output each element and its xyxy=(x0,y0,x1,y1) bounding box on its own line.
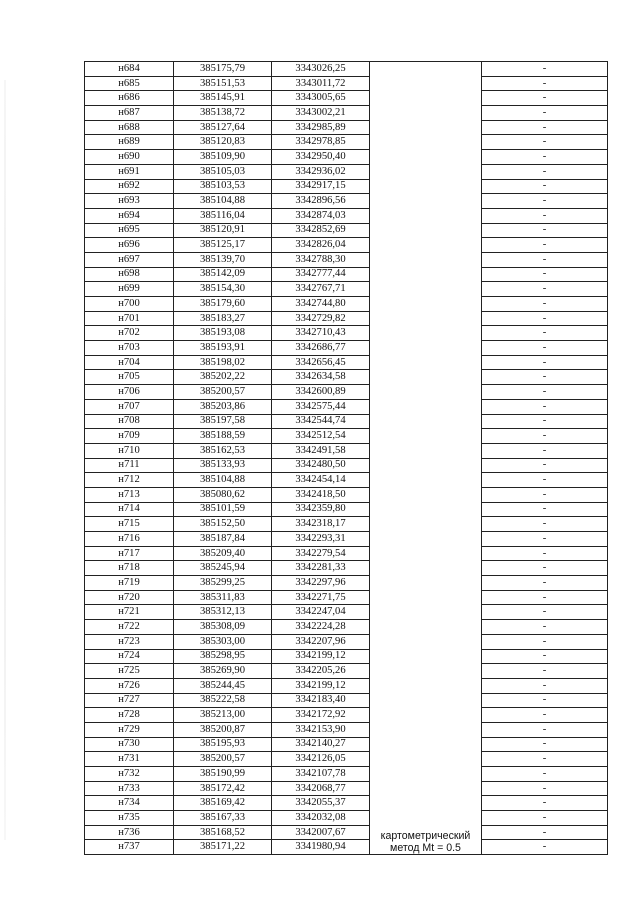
table-row xyxy=(85,708,608,723)
x-coordinate-cell: 385169,42 xyxy=(174,796,272,811)
y-coordinate-cell: 3342767,71 xyxy=(272,282,370,297)
dash-cell: - xyxy=(482,443,608,458)
x-coordinate-cell: 385190,99 xyxy=(174,767,272,782)
table-row xyxy=(85,620,608,635)
dash-cell: - xyxy=(482,561,608,576)
table-row xyxy=(85,297,608,312)
point-name-cell: н713 xyxy=(85,487,174,502)
dash-cell: - xyxy=(482,708,608,723)
y-coordinate-cell: 3342788,30 xyxy=(272,252,370,267)
x-coordinate-cell: 385151,53 xyxy=(174,76,272,91)
point-name-cell: н690 xyxy=(85,150,174,165)
point-name-cell: н734 xyxy=(85,796,174,811)
y-coordinate-cell: 3343026,25 xyxy=(272,62,370,77)
table-row xyxy=(85,693,608,708)
x-coordinate-cell: 385080,62 xyxy=(174,487,272,502)
y-coordinate-cell: 3342032,08 xyxy=(272,811,370,826)
x-coordinate-cell: 385105,03 xyxy=(174,164,272,179)
table-row xyxy=(85,326,608,341)
dash-cell: - xyxy=(482,326,608,341)
method-cell xyxy=(370,62,482,855)
table-row xyxy=(85,429,608,444)
y-coordinate-cell: 3343005,65 xyxy=(272,91,370,106)
x-coordinate-cell: 385104,88 xyxy=(174,194,272,209)
point-name-cell: н700 xyxy=(85,297,174,312)
x-coordinate-cell: 385299,25 xyxy=(174,576,272,591)
coordinates-sheet xyxy=(84,61,608,855)
point-name-cell: н712 xyxy=(85,473,174,488)
dash-cell: - xyxy=(482,76,608,91)
point-name-cell: н733 xyxy=(85,781,174,796)
y-coordinate-cell: 3342634,58 xyxy=(272,370,370,385)
table-row xyxy=(85,767,608,782)
table-row xyxy=(85,752,608,767)
x-coordinate-cell: 385269,90 xyxy=(174,664,272,679)
x-coordinate-cell: 385120,91 xyxy=(174,223,272,238)
y-coordinate-cell: 3342656,45 xyxy=(272,355,370,370)
point-name-cell: н707 xyxy=(85,399,174,414)
x-coordinate-cell: 385168,52 xyxy=(174,825,272,840)
table-row xyxy=(85,781,608,796)
dash-cell: - xyxy=(482,120,608,135)
point-name-cell: н736 xyxy=(85,825,174,840)
x-coordinate-cell: 385203,86 xyxy=(174,399,272,414)
dash-cell: - xyxy=(482,546,608,561)
x-coordinate-cell: 385125,17 xyxy=(174,238,272,253)
table-row xyxy=(85,311,608,326)
x-coordinate-cell: 385311,83 xyxy=(174,590,272,605)
table-row xyxy=(85,664,608,679)
y-coordinate-cell: 3342454,14 xyxy=(272,473,370,488)
table-row xyxy=(85,135,608,150)
table-row xyxy=(85,649,608,664)
y-coordinate-cell: 3342874,03 xyxy=(272,208,370,223)
dash-cell: - xyxy=(482,840,608,855)
x-coordinate-cell: 385195,93 xyxy=(174,737,272,752)
dash-cell: - xyxy=(482,297,608,312)
dash-cell: - xyxy=(482,532,608,547)
table-row xyxy=(85,91,608,106)
table-row xyxy=(85,150,608,165)
y-coordinate-cell: 3342279,54 xyxy=(272,546,370,561)
dash-cell: - xyxy=(482,341,608,356)
y-coordinate-cell: 3342247,04 xyxy=(272,605,370,620)
dash-cell: - xyxy=(482,649,608,664)
y-coordinate-cell: 3342068,77 xyxy=(272,781,370,796)
dash-cell: - xyxy=(482,355,608,370)
table-row xyxy=(85,546,608,561)
table-row xyxy=(85,179,608,194)
point-name-cell: н720 xyxy=(85,590,174,605)
y-coordinate-cell: 3342207,96 xyxy=(272,634,370,649)
x-coordinate-cell: 385222,58 xyxy=(174,693,272,708)
y-coordinate-cell: 3342544,74 xyxy=(272,414,370,429)
y-coordinate-cell: 3342826,04 xyxy=(272,238,370,253)
table-row xyxy=(85,399,608,414)
dash-cell: - xyxy=(482,208,608,223)
table-row xyxy=(85,825,608,840)
point-name-cell: н714 xyxy=(85,502,174,517)
point-name-cell: н699 xyxy=(85,282,174,297)
dash-cell: - xyxy=(482,811,608,826)
point-name-cell: н728 xyxy=(85,708,174,723)
x-coordinate-cell: 385244,45 xyxy=(174,678,272,693)
dash-cell: - xyxy=(482,194,608,209)
point-name-cell: н716 xyxy=(85,532,174,547)
table-row xyxy=(85,605,608,620)
dash-cell: - xyxy=(482,252,608,267)
y-coordinate-cell: 3342418,50 xyxy=(272,487,370,502)
y-coordinate-cell: 3342852,69 xyxy=(272,223,370,238)
table-row xyxy=(85,634,608,649)
point-name-cell: н687 xyxy=(85,106,174,121)
x-coordinate-cell: 385183,27 xyxy=(174,311,272,326)
dash-cell: - xyxy=(482,164,608,179)
y-coordinate-cell: 3342107,78 xyxy=(272,767,370,782)
dash-cell: - xyxy=(482,487,608,502)
x-coordinate-cell: 385187,84 xyxy=(174,532,272,547)
table-row xyxy=(85,252,608,267)
point-name-cell: н706 xyxy=(85,385,174,400)
table-row xyxy=(85,208,608,223)
table-row xyxy=(85,678,608,693)
y-coordinate-cell: 3342126,05 xyxy=(272,752,370,767)
x-coordinate-cell: 385139,70 xyxy=(174,252,272,267)
x-coordinate-cell: 385197,58 xyxy=(174,414,272,429)
table-row xyxy=(85,355,608,370)
y-coordinate-cell: 3342985,89 xyxy=(272,120,370,135)
dash-cell: - xyxy=(482,502,608,517)
point-name-cell: н724 xyxy=(85,649,174,664)
x-coordinate-cell: 385116,04 xyxy=(174,208,272,223)
x-coordinate-cell: 385200,87 xyxy=(174,722,272,737)
y-coordinate-cell: 3342777,44 xyxy=(272,267,370,282)
point-name-cell: н722 xyxy=(85,620,174,635)
method-accuracy: метод Mt = 0.5 xyxy=(390,842,461,855)
table-row xyxy=(85,164,608,179)
table-row xyxy=(85,487,608,502)
point-name-cell: н692 xyxy=(85,179,174,194)
dash-cell: - xyxy=(482,517,608,532)
x-coordinate-cell: 385245,94 xyxy=(174,561,272,576)
dash-cell: - xyxy=(482,267,608,282)
x-coordinate-cell: 385120,83 xyxy=(174,135,272,150)
x-coordinate-cell: 385193,91 xyxy=(174,341,272,356)
x-coordinate-cell: 385200,57 xyxy=(174,385,272,400)
dash-cell: - xyxy=(482,576,608,591)
y-coordinate-cell: 3342271,75 xyxy=(272,590,370,605)
x-coordinate-cell: 385308,09 xyxy=(174,620,272,635)
dash-cell: - xyxy=(482,796,608,811)
x-coordinate-cell: 385138,72 xyxy=(174,106,272,121)
point-name-cell: н729 xyxy=(85,722,174,737)
dash-cell: - xyxy=(482,282,608,297)
y-coordinate-cell: 3342936,02 xyxy=(272,164,370,179)
dash-cell: - xyxy=(482,91,608,106)
x-coordinate-cell: 385145,91 xyxy=(174,91,272,106)
table-row xyxy=(85,502,608,517)
point-name-cell: н701 xyxy=(85,311,174,326)
point-name-cell: н702 xyxy=(85,326,174,341)
x-coordinate-cell: 385127,64 xyxy=(174,120,272,135)
dash-cell: - xyxy=(482,767,608,782)
x-coordinate-cell: 385202,22 xyxy=(174,370,272,385)
dash-cell: - xyxy=(482,223,608,238)
y-coordinate-cell: 3342744,80 xyxy=(272,297,370,312)
dash-cell: - xyxy=(482,238,608,253)
y-coordinate-cell: 3342297,96 xyxy=(272,576,370,591)
dash-cell: - xyxy=(482,385,608,400)
point-name-cell: н732 xyxy=(85,767,174,782)
y-coordinate-cell: 3342199,12 xyxy=(272,649,370,664)
point-name-cell: н695 xyxy=(85,223,174,238)
dash-cell: - xyxy=(482,311,608,326)
x-coordinate-cell: 385154,30 xyxy=(174,282,272,297)
dash-cell: - xyxy=(482,62,608,77)
table-row xyxy=(85,722,608,737)
point-name-cell: н704 xyxy=(85,355,174,370)
x-coordinate-cell: 385200,57 xyxy=(174,752,272,767)
table-row xyxy=(85,811,608,826)
y-coordinate-cell: 3342491,58 xyxy=(272,443,370,458)
point-name-cell: н709 xyxy=(85,429,174,444)
point-name-cell: н689 xyxy=(85,135,174,150)
table-row xyxy=(85,106,608,121)
dash-cell: - xyxy=(482,678,608,693)
table-row xyxy=(85,223,608,238)
table-row xyxy=(85,561,608,576)
point-name-cell: н730 xyxy=(85,737,174,752)
point-name-cell: н737 xyxy=(85,840,174,855)
point-name-cell: н686 xyxy=(85,91,174,106)
point-name-cell: н693 xyxy=(85,194,174,209)
point-name-cell: н684 xyxy=(85,62,174,77)
table-row xyxy=(85,458,608,473)
dash-cell: - xyxy=(482,781,608,796)
x-coordinate-cell: 385179,60 xyxy=(174,297,272,312)
table-row xyxy=(85,414,608,429)
x-coordinate-cell: 385133,93 xyxy=(174,458,272,473)
table-row xyxy=(85,282,608,297)
table-row xyxy=(85,532,608,547)
y-coordinate-cell: 3342480,50 xyxy=(272,458,370,473)
y-coordinate-cell: 3342199,12 xyxy=(272,678,370,693)
table-row xyxy=(85,370,608,385)
y-coordinate-cell: 3342950,40 xyxy=(272,150,370,165)
y-coordinate-cell: 3342896,56 xyxy=(272,194,370,209)
y-coordinate-cell: 3342172,92 xyxy=(272,708,370,723)
y-coordinate-cell: 3342575,44 xyxy=(272,399,370,414)
y-coordinate-cell: 3342281,33 xyxy=(272,561,370,576)
y-coordinate-cell: 3342729,82 xyxy=(272,311,370,326)
y-coordinate-cell: 3342205,26 xyxy=(272,664,370,679)
x-coordinate-cell: 385162,53 xyxy=(174,443,272,458)
point-name-cell: н723 xyxy=(85,634,174,649)
table-row xyxy=(85,443,608,458)
dash-cell: - xyxy=(482,179,608,194)
point-name-cell: н685 xyxy=(85,76,174,91)
table-row xyxy=(85,76,608,91)
x-coordinate-cell: 385104,88 xyxy=(174,473,272,488)
point-name-cell: н703 xyxy=(85,341,174,356)
point-name-cell: н715 xyxy=(85,517,174,532)
y-coordinate-cell: 3343011,72 xyxy=(272,76,370,91)
y-coordinate-cell: 3342007,67 xyxy=(272,825,370,840)
table-row xyxy=(85,120,608,135)
x-coordinate-cell: 385167,33 xyxy=(174,811,272,826)
y-coordinate-cell: 3342978,85 xyxy=(272,135,370,150)
table-row xyxy=(85,576,608,591)
dash-cell: - xyxy=(482,414,608,429)
point-name-cell: н719 xyxy=(85,576,174,591)
point-name-cell: н710 xyxy=(85,443,174,458)
x-coordinate-cell: 385198,02 xyxy=(174,355,272,370)
dash-cell: - xyxy=(482,135,608,150)
point-name-cell: н726 xyxy=(85,678,174,693)
table-row xyxy=(85,267,608,282)
point-name-cell: н711 xyxy=(85,458,174,473)
x-coordinate-cell: 385209,40 xyxy=(174,546,272,561)
scan-edge-shadow xyxy=(4,80,6,840)
dash-cell: - xyxy=(482,664,608,679)
y-coordinate-cell: 3342318,17 xyxy=(272,517,370,532)
point-name-cell: н731 xyxy=(85,752,174,767)
point-name-cell: н691 xyxy=(85,164,174,179)
point-name-cell: н718 xyxy=(85,561,174,576)
table-row xyxy=(85,517,608,532)
point-name-cell: н735 xyxy=(85,811,174,826)
table-row xyxy=(85,194,608,209)
x-coordinate-cell: 385101,59 xyxy=(174,502,272,517)
dash-cell: - xyxy=(482,752,608,767)
table-row xyxy=(85,385,608,400)
y-coordinate-cell: 3343002,21 xyxy=(272,106,370,121)
dash-cell: - xyxy=(482,458,608,473)
table-row xyxy=(85,796,608,811)
dash-cell: - xyxy=(482,825,608,840)
point-name-cell: н727 xyxy=(85,693,174,708)
x-coordinate-cell: 385213,00 xyxy=(174,708,272,723)
x-coordinate-cell: 385103,53 xyxy=(174,179,272,194)
y-coordinate-cell: 3342710,43 xyxy=(272,326,370,341)
point-name-cell: н708 xyxy=(85,414,174,429)
dash-cell: - xyxy=(482,399,608,414)
point-name-cell: н698 xyxy=(85,267,174,282)
table-row xyxy=(85,341,608,356)
x-coordinate-cell: 385172,42 xyxy=(174,781,272,796)
y-coordinate-cell: 3342293,31 xyxy=(272,532,370,547)
y-coordinate-cell: 3342917,15 xyxy=(272,179,370,194)
x-coordinate-cell: 385175,79 xyxy=(174,62,272,77)
dash-cell: - xyxy=(482,150,608,165)
dash-cell: - xyxy=(482,722,608,737)
y-coordinate-cell: 3342600,89 xyxy=(272,385,370,400)
point-name-cell: н721 xyxy=(85,605,174,620)
point-name-cell: н717 xyxy=(85,546,174,561)
dash-cell: - xyxy=(482,620,608,635)
x-coordinate-cell: 385298,95 xyxy=(174,649,272,664)
table-row xyxy=(85,62,608,77)
point-name-cell: н688 xyxy=(85,120,174,135)
table-row xyxy=(85,238,608,253)
dash-cell: - xyxy=(482,737,608,752)
dash-cell: - xyxy=(482,429,608,444)
y-coordinate-cell: 3342686,77 xyxy=(272,341,370,356)
dash-cell: - xyxy=(482,106,608,121)
table-row xyxy=(85,737,608,752)
y-coordinate-cell: 3342153,90 xyxy=(272,722,370,737)
dash-cell: - xyxy=(482,370,608,385)
dash-cell: - xyxy=(482,693,608,708)
x-coordinate-cell: 385109,90 xyxy=(174,150,272,165)
point-name-cell: н697 xyxy=(85,252,174,267)
y-coordinate-cell: 3342512,54 xyxy=(272,429,370,444)
y-coordinate-cell: 3341980,94 xyxy=(272,840,370,855)
x-coordinate-cell: 385193,08 xyxy=(174,326,272,341)
coordinates-table xyxy=(84,61,608,855)
x-coordinate-cell: 385152,50 xyxy=(174,517,272,532)
method-label: картометрический xyxy=(380,830,471,843)
table-row xyxy=(85,590,608,605)
point-name-cell: н705 xyxy=(85,370,174,385)
y-coordinate-cell: 3342140,27 xyxy=(272,737,370,752)
y-coordinate-cell: 3342055,37 xyxy=(272,796,370,811)
x-coordinate-cell: 385142,09 xyxy=(174,267,272,282)
dash-cell: - xyxy=(482,634,608,649)
x-coordinate-cell: 385171,22 xyxy=(174,840,272,855)
x-coordinate-cell: 385312,13 xyxy=(174,605,272,620)
dash-cell: - xyxy=(482,590,608,605)
y-coordinate-cell: 3342224,28 xyxy=(272,620,370,635)
dash-cell: - xyxy=(482,605,608,620)
point-name-cell: н725 xyxy=(85,664,174,679)
table-row xyxy=(85,473,608,488)
y-coordinate-cell: 3342359,80 xyxy=(272,502,370,517)
x-coordinate-cell: 385303,00 xyxy=(174,634,272,649)
coordinates-table-body xyxy=(85,62,608,855)
dash-cell: - xyxy=(482,473,608,488)
y-coordinate-cell: 3342183,40 xyxy=(272,693,370,708)
x-coordinate-cell: 385188,59 xyxy=(174,429,272,444)
point-name-cell: н694 xyxy=(85,208,174,223)
point-name-cell: н696 xyxy=(85,238,174,253)
table-row xyxy=(85,840,608,855)
